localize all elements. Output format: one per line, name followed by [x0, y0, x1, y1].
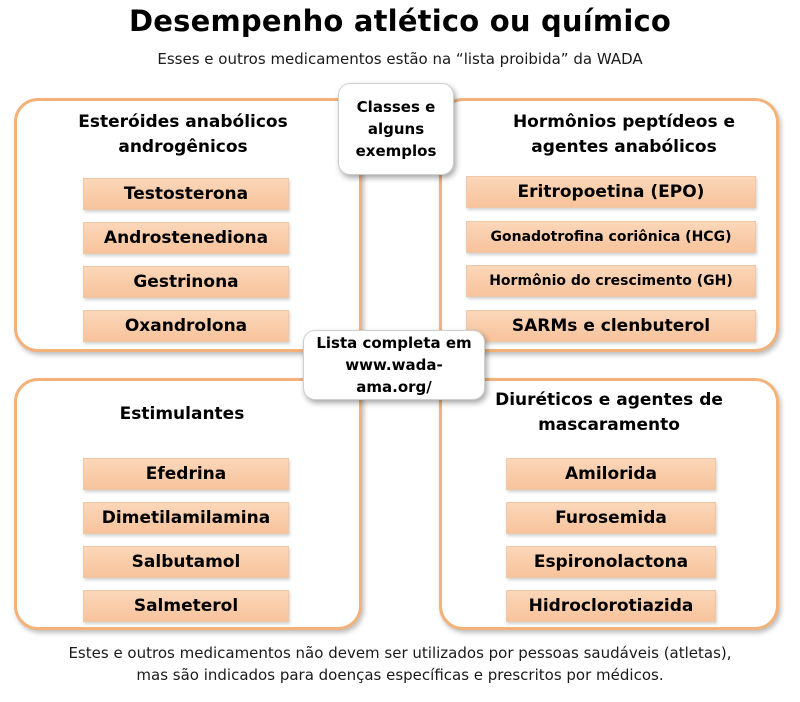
- drug-item: Amilorida: [506, 458, 716, 490]
- callout-full-list-link: Lista completa em www.wada-ama.org/: [303, 330, 485, 400]
- panel-peptide-hormones: [439, 98, 779, 352]
- drug-item: Testosterona: [83, 178, 289, 210]
- drug-item: SARMs e clenbuterol: [466, 310, 756, 342]
- callout-classes-examples: Classes e alguns exemplos: [338, 83, 454, 175]
- drug-item: Gonadotrofina coriônica (HCG): [466, 221, 756, 253]
- footer-line: Estes e outros medicamentos não devem ser utilizados por pessoas saudáveis (atletas),: [68, 644, 732, 662]
- footer-line: mas são indicados para doenças específicas e prescritos por médicos.: [136, 666, 664, 684]
- panel-heading: Diuréticos e agentes de mascaramento: [495, 390, 723, 435]
- drug-item: Hidroclorotiazida: [506, 590, 716, 622]
- drug-item: Salbutamol: [83, 546, 289, 578]
- panel-stimulants: [14, 378, 362, 630]
- panel-heading: Esteróides anabólicos androgênicos: [78, 112, 288, 157]
- drug-item: Gestrinona: [83, 266, 289, 298]
- drug-item: Furosemida: [506, 502, 716, 534]
- drug-item: Dimetilamilamina: [83, 502, 289, 534]
- footer-note: [0, 642, 800, 686]
- panel-anabolic-steroids: [14, 98, 362, 352]
- drug-item: Salmeterol: [83, 590, 289, 622]
- diagram-title: Desempenho atlético ou químico: [129, 4, 671, 38]
- drug-item: Efedrina: [83, 458, 289, 490]
- panel-diuretics: [439, 378, 779, 630]
- drug-item: Hormônio do crescimento (GH): [466, 265, 756, 297]
- drug-item: Espironolactona: [506, 546, 716, 578]
- drug-item: Eritropoetina (EPO): [466, 176, 756, 208]
- drug-item: Androstenediona: [83, 222, 289, 254]
- panel-heading: Estimulantes: [119, 404, 245, 424]
- drug-item: Oxandrolona: [83, 310, 289, 342]
- panel-heading: Hormônios peptídeos e agentes anabólicos: [512, 112, 736, 157]
- diagram-subtitle: Esses e outros medicamentos estão na “lista proibida” da WADA: [157, 50, 643, 68]
